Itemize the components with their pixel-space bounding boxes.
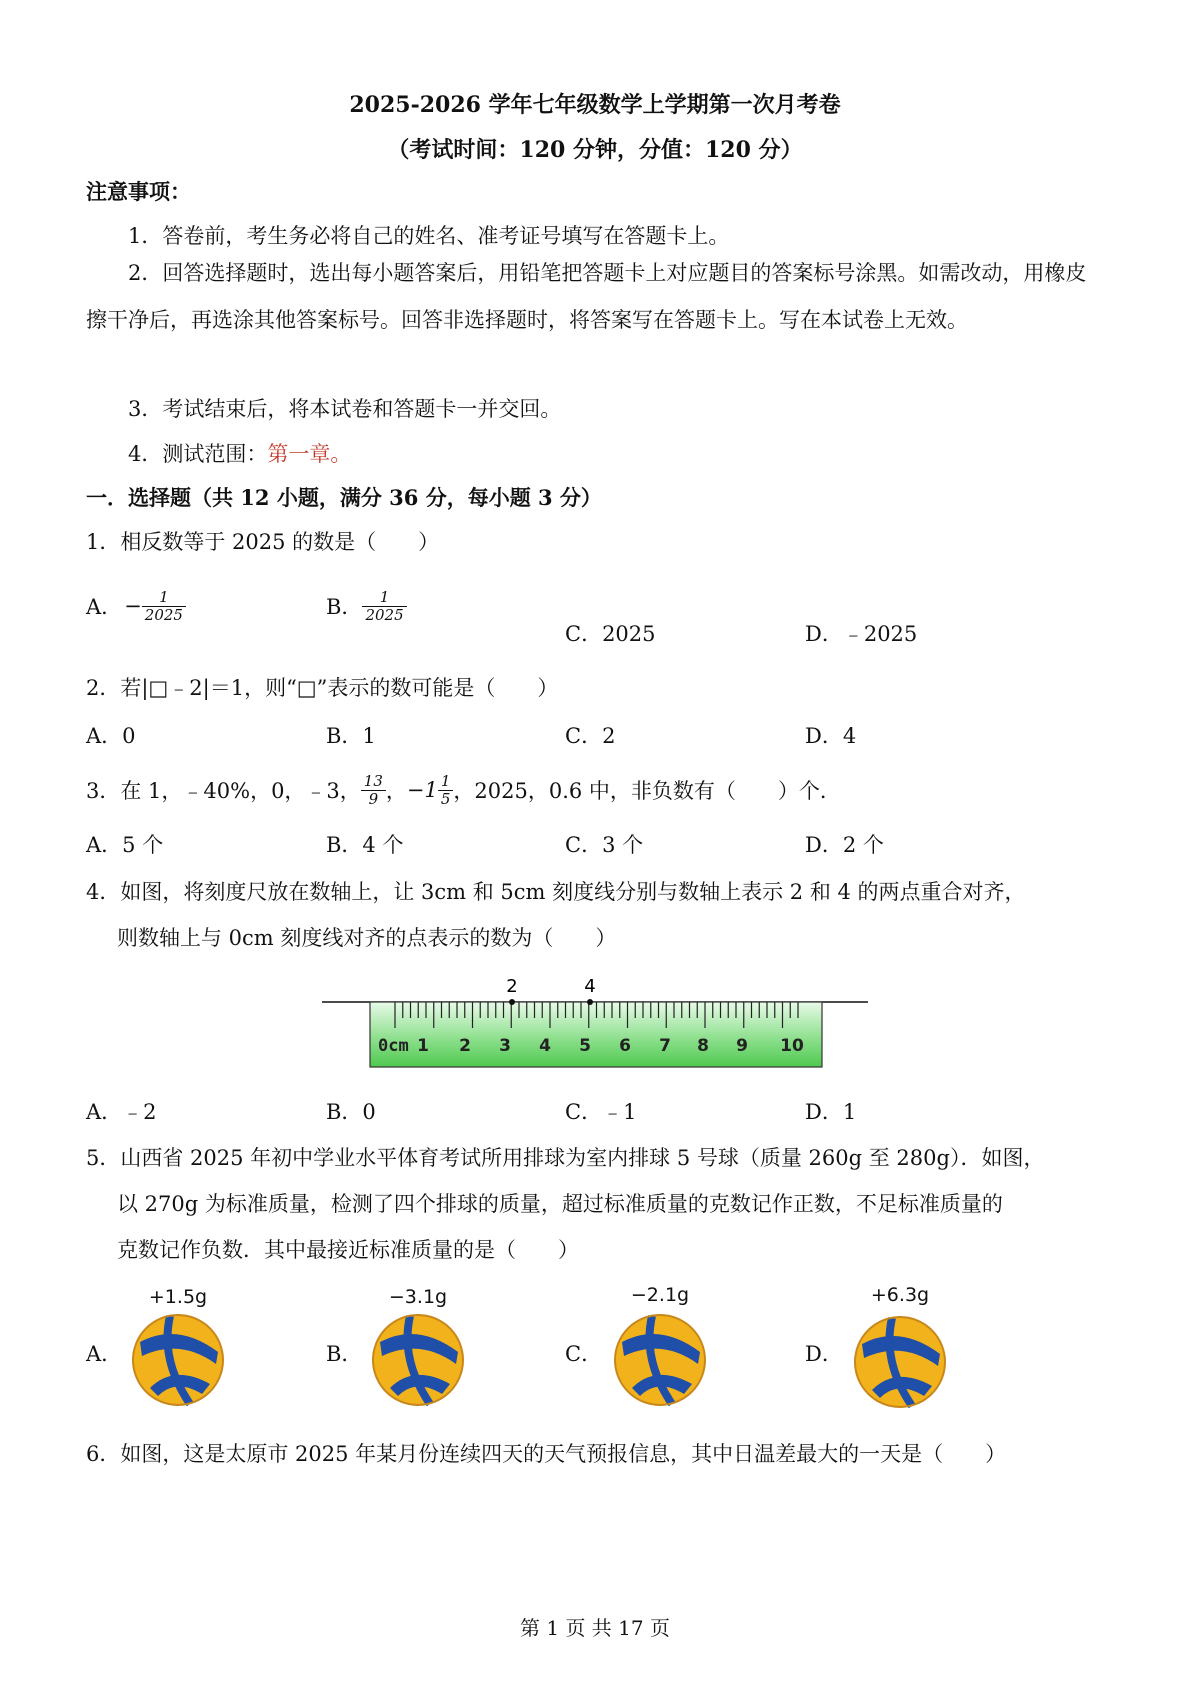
q3-option-b: B．4 个: [326, 833, 404, 857]
q1-b-numerator: 1: [362, 589, 406, 607]
q1-option-d: D．﹣2025: [805, 622, 918, 646]
q1-option-c: C．2025: [565, 622, 656, 646]
q3-mixed-whole: −1: [406, 778, 438, 802]
q3-stem-end: ，2025，0.6 中，非负数有（ ）个．: [453, 779, 841, 803]
q5-a-mass: +1.5g: [148, 1286, 208, 1308]
q1-stem: 1．相反数等于 2025 的数是（ ）: [86, 530, 440, 554]
ruler-num-6: 6: [619, 1036, 631, 1056]
ruler-num-1: 1: [417, 1036, 429, 1056]
q5-b-label: B．: [326, 1342, 363, 1366]
axis-point-2: [509, 999, 515, 1005]
q1-b-fraction: [362, 589, 406, 624]
volleyball-icon-a: [130, 1312, 226, 1408]
q5-d-mass: +6.3g: [870, 1284, 930, 1306]
q1-a-numerator: 1: [142, 589, 186, 607]
q1-a-denominator: 2025: [144, 605, 183, 624]
q4-option-c: C．﹣1: [565, 1100, 637, 1124]
page-title: 2025-2026 学年七年级数学上学期第一次月考卷: [349, 92, 841, 118]
q2-option-c: C．2: [565, 724, 616, 748]
q1-a-fraction: [142, 589, 186, 624]
q3-option-c: C．3 个: [565, 833, 644, 857]
q4-line-2: 则数轴上与 0cm 刻度线对齐的点表示的数为（ ）: [117, 926, 617, 950]
q5-line-3: 克数记作负数．其中最接近标准质量的是（ ）: [117, 1238, 579, 1262]
q5-line-2: 以 270g 为标准质量，检测了四个排球的质量，超过标准质量的克数记作正数，不足标准质量的: [117, 1192, 1003, 1216]
ruler-num-5: 5: [579, 1036, 591, 1056]
q1-a-sign: −: [124, 594, 142, 618]
ruler-num-3: 3: [499, 1036, 511, 1056]
page-footer: 第 1 页 共 17 页: [520, 1616, 670, 1640]
axis-label-4: 4: [584, 976, 596, 997]
q5-d-label: D．: [805, 1342, 843, 1366]
notice-item-2: 2．回答选择题时，选出每小题答案后，用铅笔把答题卡上对应题目的答案标号涂黑。如需改动，用橡皮擦干净后，再选涂其他答案标号。回答非选择题时，将答案写在答题卡上。写在本试卷上无效。: [86, 261, 1087, 332]
q1-b-denominator: 2025: [365, 605, 404, 624]
q3-separator: ，: [385, 779, 407, 803]
q6-stem: 6．如图，这是太原市 2025 年某月份连续四天的天气预报信息，其中日温差最大的一天是（ ）: [86, 1442, 1007, 1466]
ruler-num-7: 7: [659, 1036, 671, 1056]
q5-c-label: C．: [565, 1342, 603, 1366]
notice-item-4: [128, 438, 351, 468]
q3-stem: [86, 768, 841, 812]
q4-option-d: D．1: [805, 1100, 857, 1124]
axis-point-4: [587, 999, 593, 1005]
notice-item-1: 1．答卷前，考生务必将自己的姓名、准考证号填写在答题卡上。: [128, 224, 730, 248]
q5-b-mass: −3.1g: [388, 1286, 448, 1308]
q4-line-1: 4．如图，将刻度尺放在数轴上，让 3cm 和 5cm 刻度线分别与数轴上表示 2 和 4 的两点重合对齐，: [86, 880, 1026, 904]
q2-option-b: B．1: [326, 724, 376, 748]
q3-option-a: A．5 个: [86, 833, 164, 857]
notice-item-3: 3．考试结束后，将本试卷和答题卡一并交回。: [128, 397, 562, 421]
q3-frac-numerator: 13: [361, 773, 386, 791]
q4-option-b: B．0: [326, 1100, 376, 1124]
q2-stem: 2．若|□﹣2|＝1，则“□”表示的数可能是（ ）: [86, 676, 559, 700]
q1-a-label: A．: [86, 595, 123, 619]
q2-option-a: A．0: [86, 724, 136, 748]
ruler-label-0cm: 0cm: [378, 1036, 409, 1056]
ruler-num-8: 8: [697, 1036, 709, 1056]
q1-option-a: [86, 586, 186, 626]
q3-mixed-denominator: 5: [440, 789, 451, 808]
exam-info: （考试时间：120 分钟，分值：120 分）: [387, 137, 803, 163]
ruler-num-2: 2: [459, 1036, 471, 1056]
q5-options: [0, 1282, 1190, 1412]
q5-a-label: A．: [86, 1342, 123, 1366]
notice-heading: 注意事项：: [86, 179, 191, 204]
q1-option-b: [326, 586, 407, 626]
q3-fraction: [361, 773, 386, 808]
q3-frac-denominator: 9: [368, 789, 379, 808]
ruler-num-10: 10: [780, 1036, 804, 1056]
test-range: 第一章。: [267, 442, 352, 466]
q3-mixed-numerator: 1: [438, 773, 454, 791]
volleyball-icon-b: [370, 1312, 466, 1408]
q5-line-1: 5．山西省 2025 年初中学业水平体育考试所用排球为室内排球 5 号球（质量 260g 至 280g）．如图，: [86, 1146, 1045, 1170]
volleyball-icon-c: [612, 1312, 708, 1408]
notice-item-4-prefix: 4．测试范围：: [128, 442, 268, 466]
volleyball-icon-d: [852, 1314, 948, 1410]
q3-option-d: D．2 个: [805, 833, 884, 857]
q3-mixed-fraction: [438, 773, 454, 808]
ruler-figure: [320, 968, 870, 1073]
q5-c-mass: −2.1g: [630, 1284, 690, 1306]
ruler-num-9: 9: [736, 1036, 748, 1056]
ruler-num-4: 4: [539, 1036, 551, 1056]
q3-stem-start: 3．在 1，﹣40%，0，﹣3，: [86, 779, 361, 803]
section-heading: 一．选择题（共 12 小题，满分 36 分，每小题 3 分）: [86, 485, 602, 510]
q4-option-a: A．﹣2: [86, 1100, 157, 1124]
axis-label-2: 2: [506, 976, 518, 997]
q2-option-d: D．4: [805, 724, 857, 748]
q1-b-label: B．: [326, 595, 363, 619]
